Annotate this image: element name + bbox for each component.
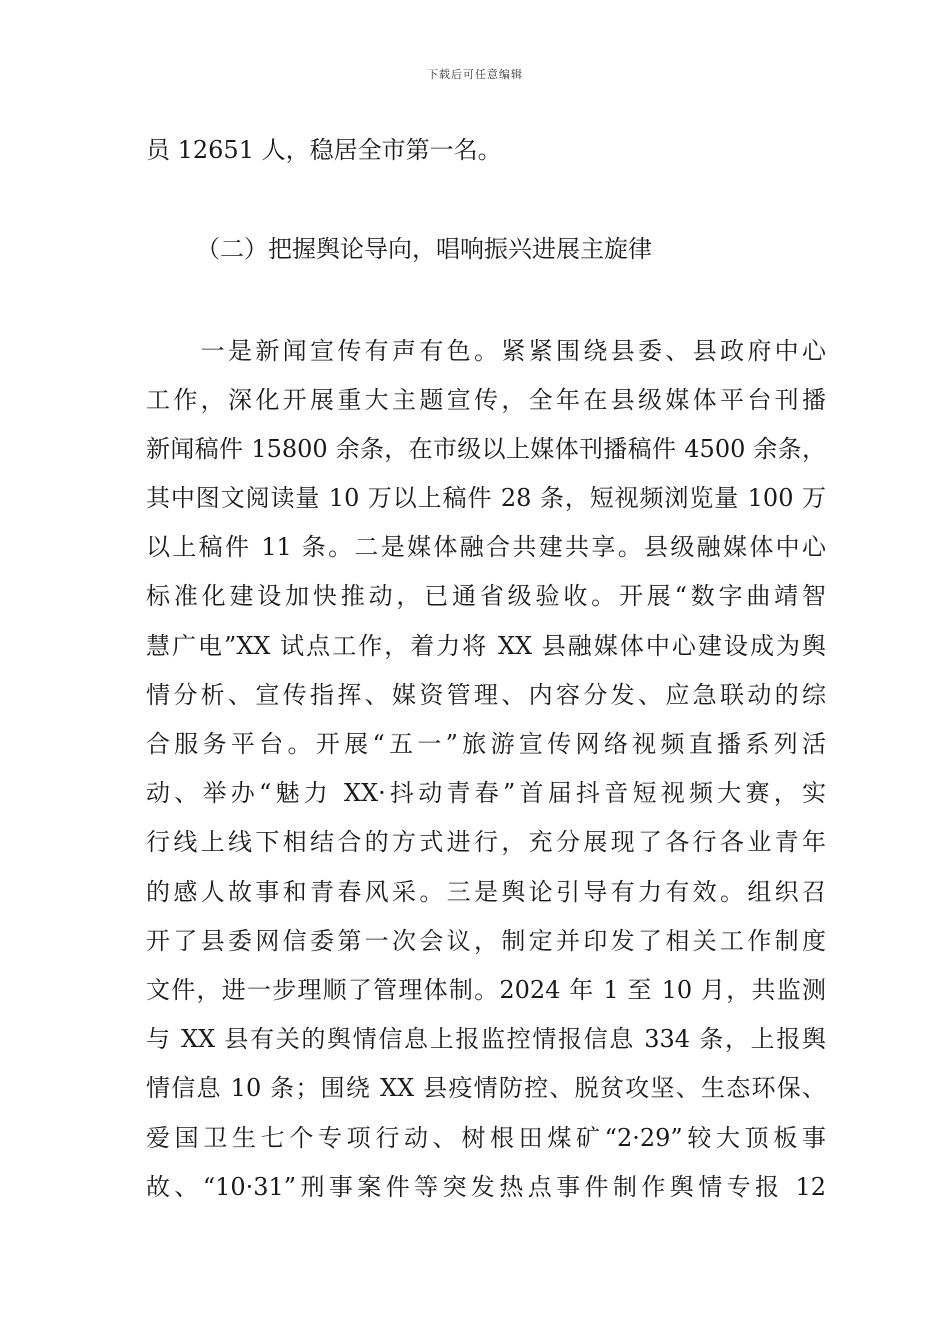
section-heading: （二）把握舆论导向，唱响振兴进展主旋律 — [196, 235, 652, 263]
paragraph-line: 故、“10·31”刑事案件等突发热点事件制作舆情专报 12 — [146, 1173, 826, 1201]
paragraph-line: 标准化建设加快推动，已通省级验收。开展“数字曲靖智 — [146, 582, 826, 610]
paragraph-line: 动、举办“魅力 XX·抖动青春”首届抖音短视频大赛，实 — [146, 779, 826, 807]
paragraph-line: 情信息 10 条；围绕 XX 县疫情防控、脱贫攻坚、生态环保、 — [146, 1074, 826, 1102]
paragraph-line: 其中图文阅读量 10 万以上稿件 28 条，短视频浏览量 100 万 — [146, 484, 826, 512]
paragraph-line: 与 XX 县有关的舆情信息上报监控情报信息 334 条，上报舆 — [146, 1025, 826, 1053]
paragraph-line: 行线上线下相结合的方式进行，充分展现了各行各业青年 — [146, 828, 826, 856]
paragraph-line: 慧广电”XX 试点工作，着力将 XX 县融媒体中心建设成为舆 — [146, 632, 826, 660]
paragraph-line: 的感人故事和青春风采。三是舆论引导有力有效。组织召 — [146, 878, 826, 906]
paragraph-line: 情分析、宣传指挥、媒资管理、内容分发、应急联动的综 — [146, 681, 826, 709]
paragraph-line: 工作，深化开展重大主题宣传，全年在县级媒体平台刊播 — [146, 386, 826, 414]
continuation-line: 员 12651 人，稳居全市第一名。 — [146, 136, 502, 164]
page-header: 下载后可任意编辑 — [427, 68, 523, 81]
paragraph-line: 合服务平台。开展“五一”旅游宣传网络视频直播系列活 — [146, 730, 826, 758]
paragraph-line: 开了县委网信委第一次会议，制定并印发了相关工作制度 — [146, 927, 826, 955]
paragraph-line: 以上稿件 11 条。二是媒体融合共建共享。县级融媒体中心 — [146, 533, 826, 561]
paragraph-line: 爱国卫生七个专项行动、树根田煤矿“2·29”较大顶板事 — [146, 1124, 826, 1152]
paragraph-line: 新闻稿件 15800 余条，在市级以上媒体刊播稿件 4500 余条， — [146, 435, 826, 463]
paragraph-line: 文件，进一步理顺了管理体制。2024 年 1 至 10 月，共监测 — [146, 976, 826, 1004]
paragraph-line: 一是新闻宣传有声有色。紧紧围绕县委、县政府中心 — [146, 337, 826, 365]
